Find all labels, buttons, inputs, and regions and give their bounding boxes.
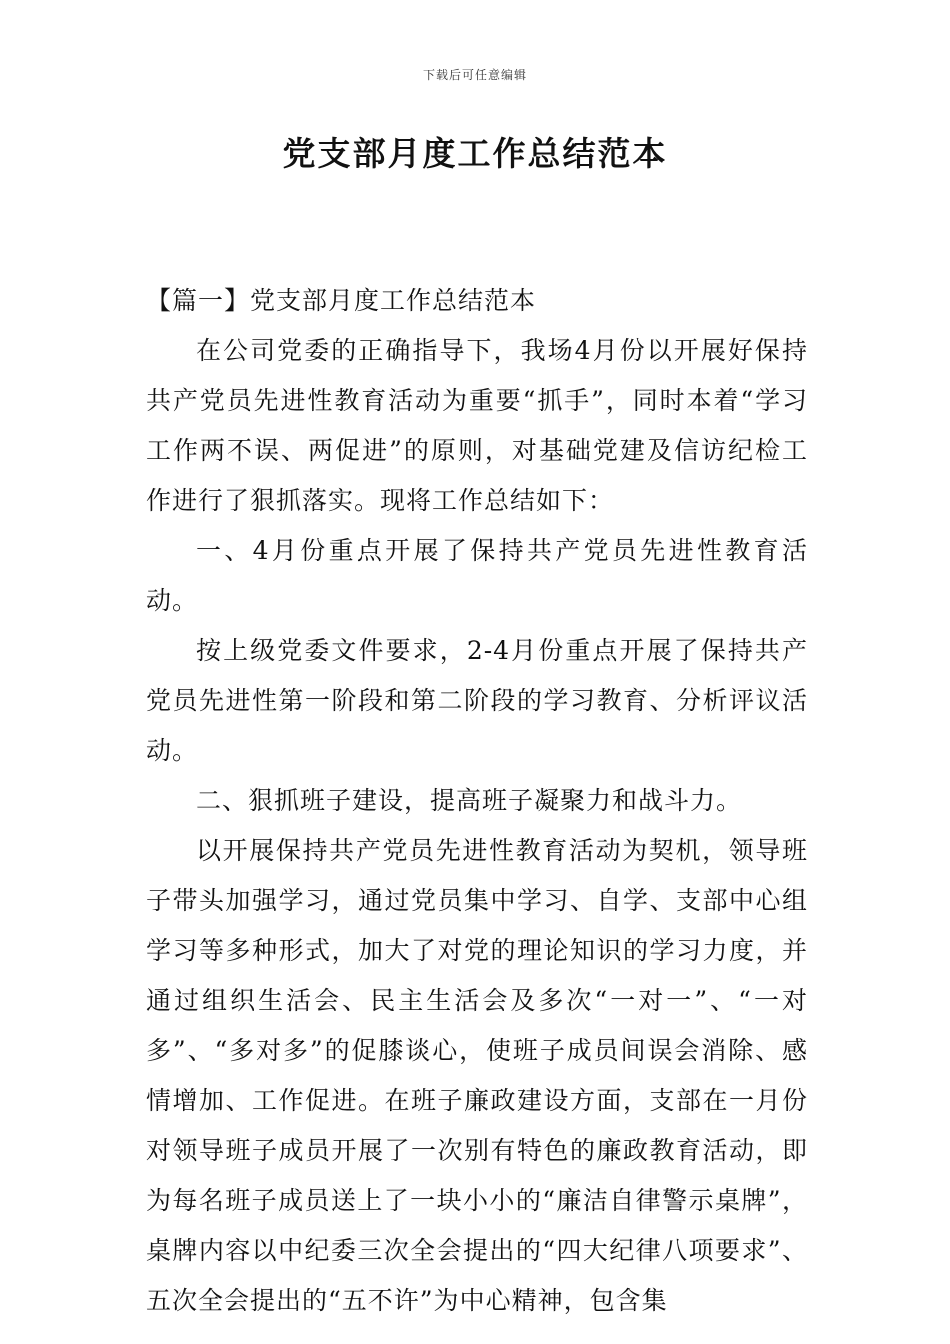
section-heading: 【篇一】党支部月度工作总结范本 — [146, 286, 537, 315]
paragraph-heading-1: 一、4月份重点开展了保持共产党员先进性教育活动。 — [146, 536, 808, 615]
paragraph-intro: 在公司党委的正确指导下，我场4月份以开展好保持共产党员先进性教育活动为重要“抓手”，同时本着“学习工作两不误、两促进”的原则，对基础党建及信访纪检工作进行了狠抓落实。现将工作总结如下： — [146, 336, 808, 515]
paragraph-education: 按上级党委文件要求，2-4月份重点开展了保持共产党员先进性第一阶段和第二阶段的学习教育、分析评议活动。 — [146, 636, 808, 765]
paragraph-heading-2: 二、狠抓班子建设，提高班子凝聚力和战斗力。 — [196, 786, 743, 815]
document-title: 党支部月度工作总结范本 — [282, 134, 668, 173]
header-note: 下载后可任意编辑 — [422, 68, 527, 82]
paragraph-team-building: 以开展保持共产党员先进性教育活动为契机，领导班子带头加强学习，通过党员集中学习、自学、支部中心组学习等多种形式，加大了对党的理论知识的学习力度，并通过组织生活会、民主生活会及多次“一对一”、“一对多”、“多对多”的促膝谈心，使班子成员间误会消除、感情增加、工作促进。在班子廉政建设方面，支部在一月份对领导班子成员开展了一次别有特色的廉政教育活动，即为每名班子成员送上了一块小小的“廉洁自律警示桌牌”，桌牌内容以中纪委三次全会提出的“四大纪律八项要求”、五次全会提出的“五不许”为中心精神，包含集 — [146, 836, 808, 1315]
document-body — [146, 276, 808, 1326]
